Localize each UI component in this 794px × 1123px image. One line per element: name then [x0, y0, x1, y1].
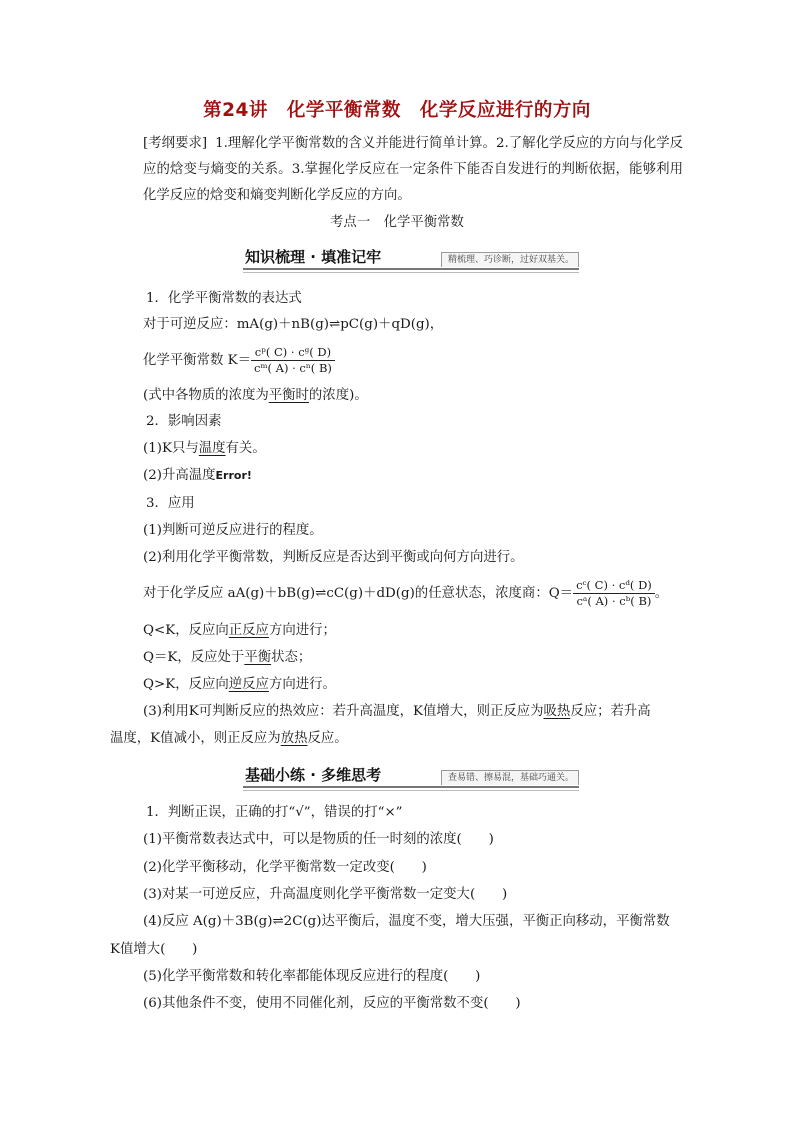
banner-rule — [243, 268, 579, 270]
q-gt-text: Q>K，反应向 — [143, 677, 229, 692]
knowledge-banner — [243, 246, 579, 270]
section-heading: 考点一 化学平衡常数 — [330, 215, 464, 230]
practice-item: (3)对某一可逆反应，升高温度则化学平衡常数一定变大( ) — [143, 887, 508, 902]
factor-line-2 — [143, 466, 252, 486]
note-text: (式中各物质的浓度为 — [143, 388, 269, 403]
thermal-effect-line-1 — [143, 702, 651, 722]
thermal-text-end: 反应；若升高 — [570, 704, 651, 719]
note-underlined: 平衡时 — [268, 388, 309, 403]
k-fraction — [251, 345, 335, 376]
k-prefix: 化学平衡常数 K＝ — [143, 353, 251, 368]
q-lt-text-end: 方向进行； — [268, 623, 336, 638]
thermal-text: (3)利用K可判断反应的热效应：若升高温度，K值增大，则正反应为 — [143, 704, 544, 719]
exam-requirements — [143, 131, 683, 209]
q-gt-text-end: 方向进行。 — [268, 677, 336, 692]
q-eq-text-end: 状态； — [271, 650, 312, 665]
practice-item: (5)化学平衡常数和转化率都能体现反应进行的程度( ) — [143, 969, 481, 984]
k-denominator: cᵐ( A) · cⁿ( B) — [254, 361, 332, 375]
knowledge-heading-3: 3．应用 — [146, 496, 195, 511]
q-gt-underlined: 逆反应 — [228, 677, 269, 692]
reversible-reaction-line: 对于可逆反应：mA(g)＋nB(g)⇌pC(g)＋qD(g)， — [143, 317, 444, 332]
thermal2-text-end: 反应。 — [307, 731, 348, 746]
practice-item: (4)反应 A(g)＋3B(g)⇌2C(g)达平衡后，温度不变，增大压强，平衡正向移动，平衡常数 — [143, 914, 670, 929]
q-equals-k — [143, 648, 311, 668]
factor2-text: (2)升高温度 — [143, 468, 216, 483]
factor-underlined: 温度 — [198, 441, 226, 456]
note-text-end: 的浓度)。 — [308, 388, 368, 403]
thermal2-text: 温度，K值减小，则正反应为 — [110, 731, 281, 746]
practice-banner-label: 基础小练 · 多维思考 — [245, 766, 382, 784]
q-denominator: cᵃ( A) · cᵇ( B) — [576, 594, 652, 608]
equilibrium-constant-expression — [143, 344, 335, 378]
knowledge-heading-1: 1．化学平衡常数的表达式 — [146, 291, 302, 306]
factor-text-end: 有关。 — [225, 441, 266, 456]
knowledge-banner-subtitle: 精梳理、巧诊断，过好双基关。 — [441, 252, 579, 267]
q-less-than-k — [143, 621, 336, 641]
thermal2-underlined: 放热 — [280, 731, 308, 746]
quotient-suffix: 。 — [654, 586, 669, 601]
k-numerator: cᵖ( C) · cᵍ( D) — [251, 345, 335, 361]
knowledge-banner-label: 知识梳理 · 填准记牢 — [245, 248, 382, 266]
practice-item: (2)化学平衡移动，化学平衡常数一定改变( ) — [143, 860, 427, 875]
practice-item: (6)其他条件不变，使用不同催化剂，反应的平衡常数不变( ) — [143, 996, 521, 1011]
practice-item: (1)平衡常数表达式中，可以是物质的任一时刻的浓度( ) — [143, 832, 494, 847]
requirements-text: 1.理解化学平衡常数的含义并能进行简单计算。2.了解化学反应的方向与化学反应的焓变与熵变的关系。3.掌握化学反应在一定条件下能否自发进行的判断依据，能够利用化学反应的焓变和熵变判断化学反应的方向。 — [143, 136, 683, 203]
application-line-1: (1)判断可逆反应进行的程度。 — [143, 523, 323, 538]
banner-rule-thin — [243, 790, 579, 791]
q-numerator: cᶜ( C) · cᵈ( D) — [573, 578, 655, 594]
thermal-effect-line-2 — [110, 729, 348, 749]
banner-rule — [243, 786, 579, 788]
thermal-underlined: 吸热 — [543, 704, 571, 719]
q-eq-underlined: 平衡 — [244, 650, 272, 665]
practice-item-continuation: K值增大( ) — [110, 942, 198, 957]
q-lt-underlined: 正反应 — [228, 623, 269, 638]
factor-text: (1)K只与 — [143, 441, 199, 456]
concentration-note — [143, 386, 368, 406]
practice-heading: 1．判断正误，正确的打“√”，错误的打“×” — [146, 805, 403, 820]
q-lt-text: Q<K，反应向 — [143, 623, 229, 638]
concentration-quotient — [143, 577, 668, 611]
application-line-2: (2)利用化学平衡常数，判断反应是否达到平衡或向何方向进行。 — [143, 550, 524, 565]
practice-banner — [243, 764, 579, 788]
factor-line-1 — [143, 439, 266, 459]
q-greater-than-k — [143, 675, 336, 695]
banner-rule-thin — [243, 272, 579, 273]
q-fraction — [573, 578, 655, 609]
quotient-prefix: 对于化学反应 aA(g)＋bB(g)⇌cC(g)＋dD(g)的任意状态，浓度商：Q＝ — [143, 586, 574, 601]
requirements-tag: [考纲要求] — [143, 136, 208, 151]
page-title: 第24讲 化学平衡常数 化学反应进行的方向 — [203, 100, 591, 121]
q-eq-text: Q＝K，反应处于 — [143, 650, 245, 665]
practice-banner-subtitle: 查易错、擦易混，基础巧通关。 — [441, 770, 579, 785]
error-field: Error! — [215, 469, 252, 482]
knowledge-heading-2: 2．影响因素 — [146, 414, 222, 429]
